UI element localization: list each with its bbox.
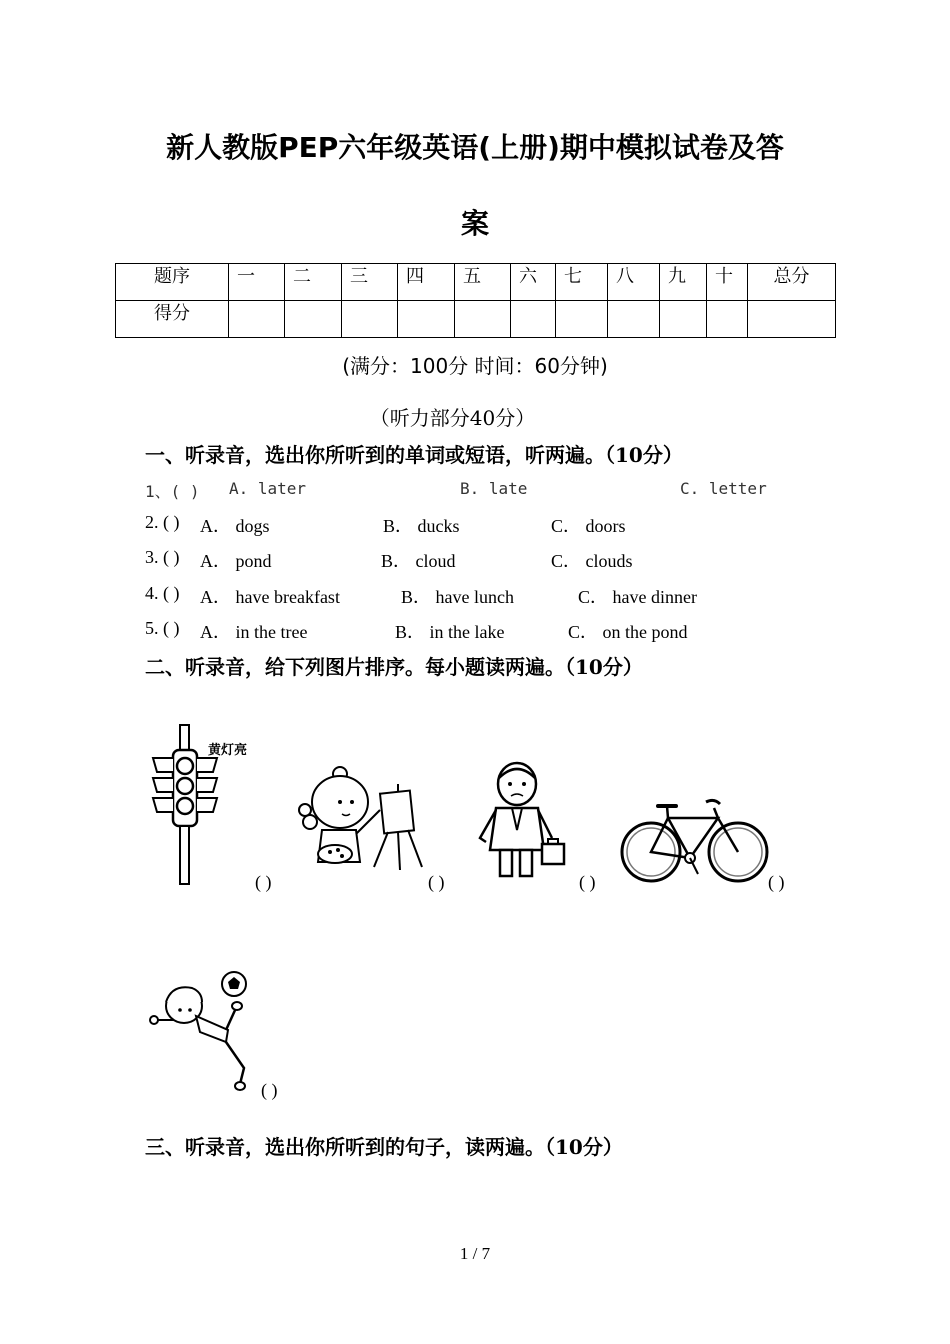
q4-number: 4. ( ): [145, 583, 180, 603]
header-cell: 二: [285, 264, 342, 301]
score-cell[interactable]: [342, 301, 398, 338]
header-cell: 六: [511, 264, 556, 301]
header-cell: 八: [608, 264, 660, 301]
score-cell[interactable]: [285, 301, 342, 338]
score-table-header-row: [116, 264, 836, 301]
q1-number: 1、( ): [145, 482, 200, 501]
header-cell: 四: [398, 264, 455, 301]
header-cell: 三: [342, 264, 398, 301]
q3-option-c[interactable]: C． clouds: [551, 551, 633, 571]
q4-option-c[interactable]: C． have dinner: [578, 587, 697, 607]
q1-option-c[interactable]: C. letter: [680, 479, 767, 498]
header-cell: 一: [229, 264, 285, 301]
q1-option-b[interactable]: B. late: [460, 479, 528, 498]
picture5-answer-blank[interactable]: ( ): [261, 1080, 278, 1100]
score-cell[interactable]: [707, 301, 748, 338]
picture4-answer-blank[interactable]: ( ): [768, 872, 785, 892]
q2-option-b[interactable]: B． ducks: [383, 516, 460, 536]
header-cell: 七: [556, 264, 608, 301]
score-cell[interactable]: [511, 301, 556, 338]
q5-option-b[interactable]: B． in the lake: [395, 622, 505, 642]
girl-painting-icon: [290, 762, 430, 877]
header-cell: 九: [660, 264, 707, 301]
score-table-score-row: [116, 301, 836, 338]
section3-heading: 三、听录音，选出你所听到的句子，读两遍。（10分）: [145, 1135, 623, 1159]
score-cell[interactable]: [556, 301, 608, 338]
q1-option-a[interactable]: A. later: [229, 479, 307, 498]
page-title: 新人教版PEP六年级英语(上册)期中模拟试卷及答: [166, 131, 784, 164]
q3-number: 3. ( ): [145, 547, 180, 567]
picture2-answer-blank[interactable]: ( ): [428, 872, 445, 892]
header-cell: 十: [707, 264, 748, 301]
listening-part-label: （听力部分40分）: [369, 406, 536, 430]
bicycle-icon: [618, 792, 773, 887]
score-cell[interactable]: [398, 301, 455, 338]
section2-heading: 二、听录音，给下列图片排序。每小题读两遍。（10分）: [145, 655, 643, 679]
q4-option-b[interactable]: B． have lunch: [401, 587, 514, 607]
score-cell[interactable]: [455, 301, 511, 338]
q4-option-a[interactable]: A． have breakfast: [200, 587, 340, 607]
q2-number: 2. ( ): [145, 512, 180, 532]
score-cell[interactable]: [229, 301, 285, 338]
q5-number: 5. ( ): [145, 618, 180, 638]
page-title-continued: 案: [460, 207, 489, 240]
header-cell: 题序: [116, 264, 229, 301]
q3-option-b[interactable]: B． cloud: [381, 551, 456, 571]
q5-option-c[interactable]: C． on the pond: [568, 622, 688, 642]
score-table: [115, 263, 836, 338]
q2-option-a[interactable]: A． dogs: [200, 516, 270, 536]
page-number: 1 / 7: [459, 1244, 491, 1263]
score-cell[interactable]: [748, 301, 836, 338]
section1-heading: 一、听录音，选出你所听到的单词或短语，听两遍。（10分）: [145, 443, 683, 467]
picture1-answer-blank[interactable]: ( ): [255, 872, 272, 892]
boy-football-icon: [148, 968, 258, 1093]
traffic-light-caption: 黄灯亮: [208, 743, 248, 758]
full-marks-note: (满分：100分 时间：60分钟): [342, 354, 608, 378]
q3-option-a[interactable]: A． pond: [200, 551, 272, 571]
header-cell: 总分: [748, 264, 836, 301]
businessman-icon: [474, 760, 569, 882]
score-cell[interactable]: [608, 301, 660, 338]
row-label: 得分: [116, 301, 229, 338]
q5-option-a[interactable]: A． in the tree: [200, 622, 308, 642]
score-cell[interactable]: [660, 301, 707, 338]
picture3-answer-blank[interactable]: ( ): [579, 872, 596, 892]
header-cell: 五: [455, 264, 511, 301]
q2-option-c[interactable]: C． doors: [551, 516, 626, 536]
